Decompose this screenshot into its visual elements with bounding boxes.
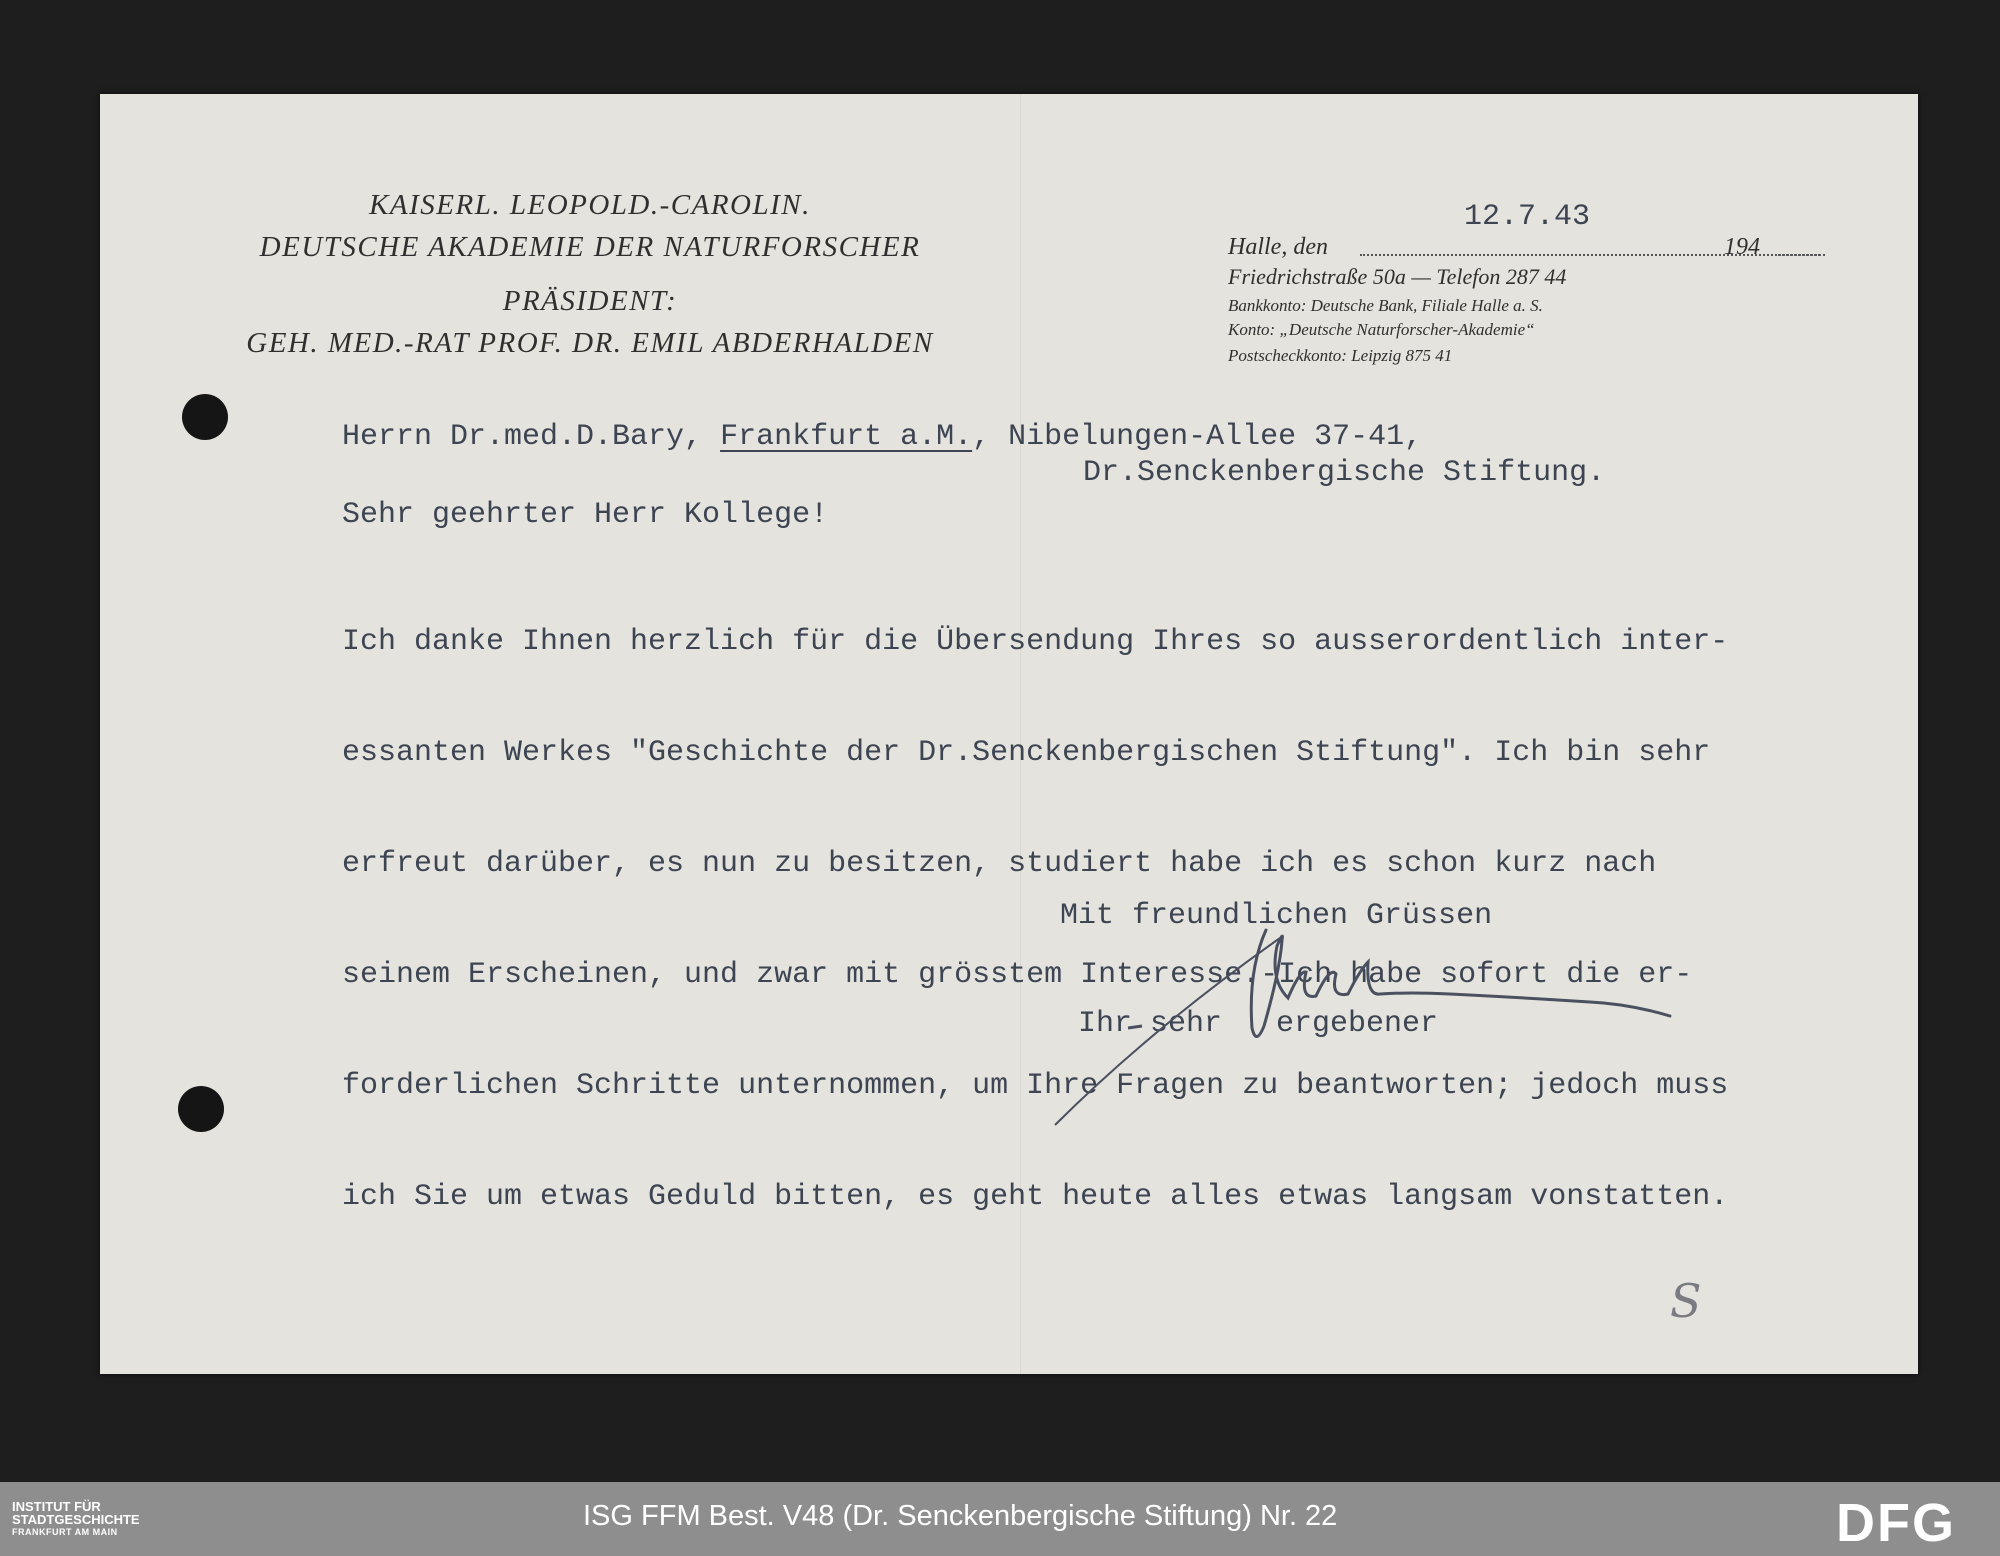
institute-line-1: INSTITUT FÜR [12,1499,101,1514]
archive-footer [0,1482,2000,1556]
institute-logo [12,1500,140,1539]
body-line: seinem Erscheinen, und zwar mit grösstem Interesse.-Ich habe sofort die er- [342,958,1693,992]
signature-stroke [1055,938,1280,1125]
pencil-mark-text: S [1670,1274,1702,1328]
pencil-mark [1670,1274,1702,1328]
salutation: Sehr geehrter Herr Kollege! [342,498,829,532]
contact-bank: Bankkonto: Deutsche Bank, Filiale Halle a. S. [1228,296,1543,315]
year-dotted-line [1775,254,1820,256]
recipient-street: , Nibelungen-Allee 37-41, [972,420,1423,454]
letterhead-president [190,280,990,364]
institute-line-2: STADTGESCHICHTE [12,1512,140,1527]
typed-date: 12.7.43 [1464,200,1591,234]
punch-hole-bottom [178,1086,224,1132]
contact-postscheck: Postscheckkonto: Leipzig 875 41 [1228,346,1453,365]
recipient-line-2: Dr.Senckenbergische Stiftung. [1083,456,1606,490]
signature-stroke [1128,1026,1142,1028]
dfg-logo: DFG [1836,1493,1956,1553]
body-line: forderlichen Schritte unternommen, um Ihre Fragen zu beantworten; jedoch muss [342,1069,1729,1103]
handwritten-signature [1030,910,1750,1160]
closing-line-1: Mit freundlichen Grüssen [1060,899,1493,933]
body-line: erfreut darüber, es nun zu besitzen, studiert habe ich es schon kurz nach [342,847,1657,881]
letter-sheet [100,94,1918,1374]
org-line-1: KAISERL. LEOPOLD.-CAROLIN. [369,189,811,221]
institute-line-3: FRANKFURT AM MAIN [12,1527,118,1537]
year-prefix: 194 [1724,234,1760,260]
archive-caption: ISG FFM Best. V48 (Dr. Senckenbergische Stiftung) Nr. 22 [583,1500,1338,1532]
body-line: essanten Werkes "Geschichte der Dr.Senckenbergischen Stiftung". Ich bin sehr [342,736,1711,770]
contact-konto: Konto: „Deutsche Naturforscher-Akademie“ [1228,320,1535,339]
president-name: GEH. MED.-RAT PROF. DR. EMIL ABDERHALDEN [246,327,934,359]
recipient-line-1 [342,420,1422,454]
body-line: Ich danke Ihnen herzlich für die Übersendung Ihres so ausserordentlich inter- [342,625,1729,659]
closing-line-2: Ihr sehr ergebener [1060,1007,1439,1041]
body-line: ich Sie um etwas Geduld bitten, es geht heute alles etwas langsam vonstatten. [342,1180,1729,1214]
recipient-prefix: Herrn Dr.med.D.Bary, [342,420,721,454]
punch-hole-top [182,394,228,440]
signature-stroke [1251,930,1670,1037]
president-label: PRÄSIDENT: [502,285,678,317]
org-line-2: DEUTSCHE AKADEMIE DER NATURFORSCHER [259,231,921,263]
recipient-city: Frankfurt a.M. [720,420,973,454]
contact-address: Friedrichstraße 50a — Telefon 287 44 [1228,264,1567,289]
place-label: Halle, den [1228,234,1328,260]
letterhead-organization [190,184,990,268]
